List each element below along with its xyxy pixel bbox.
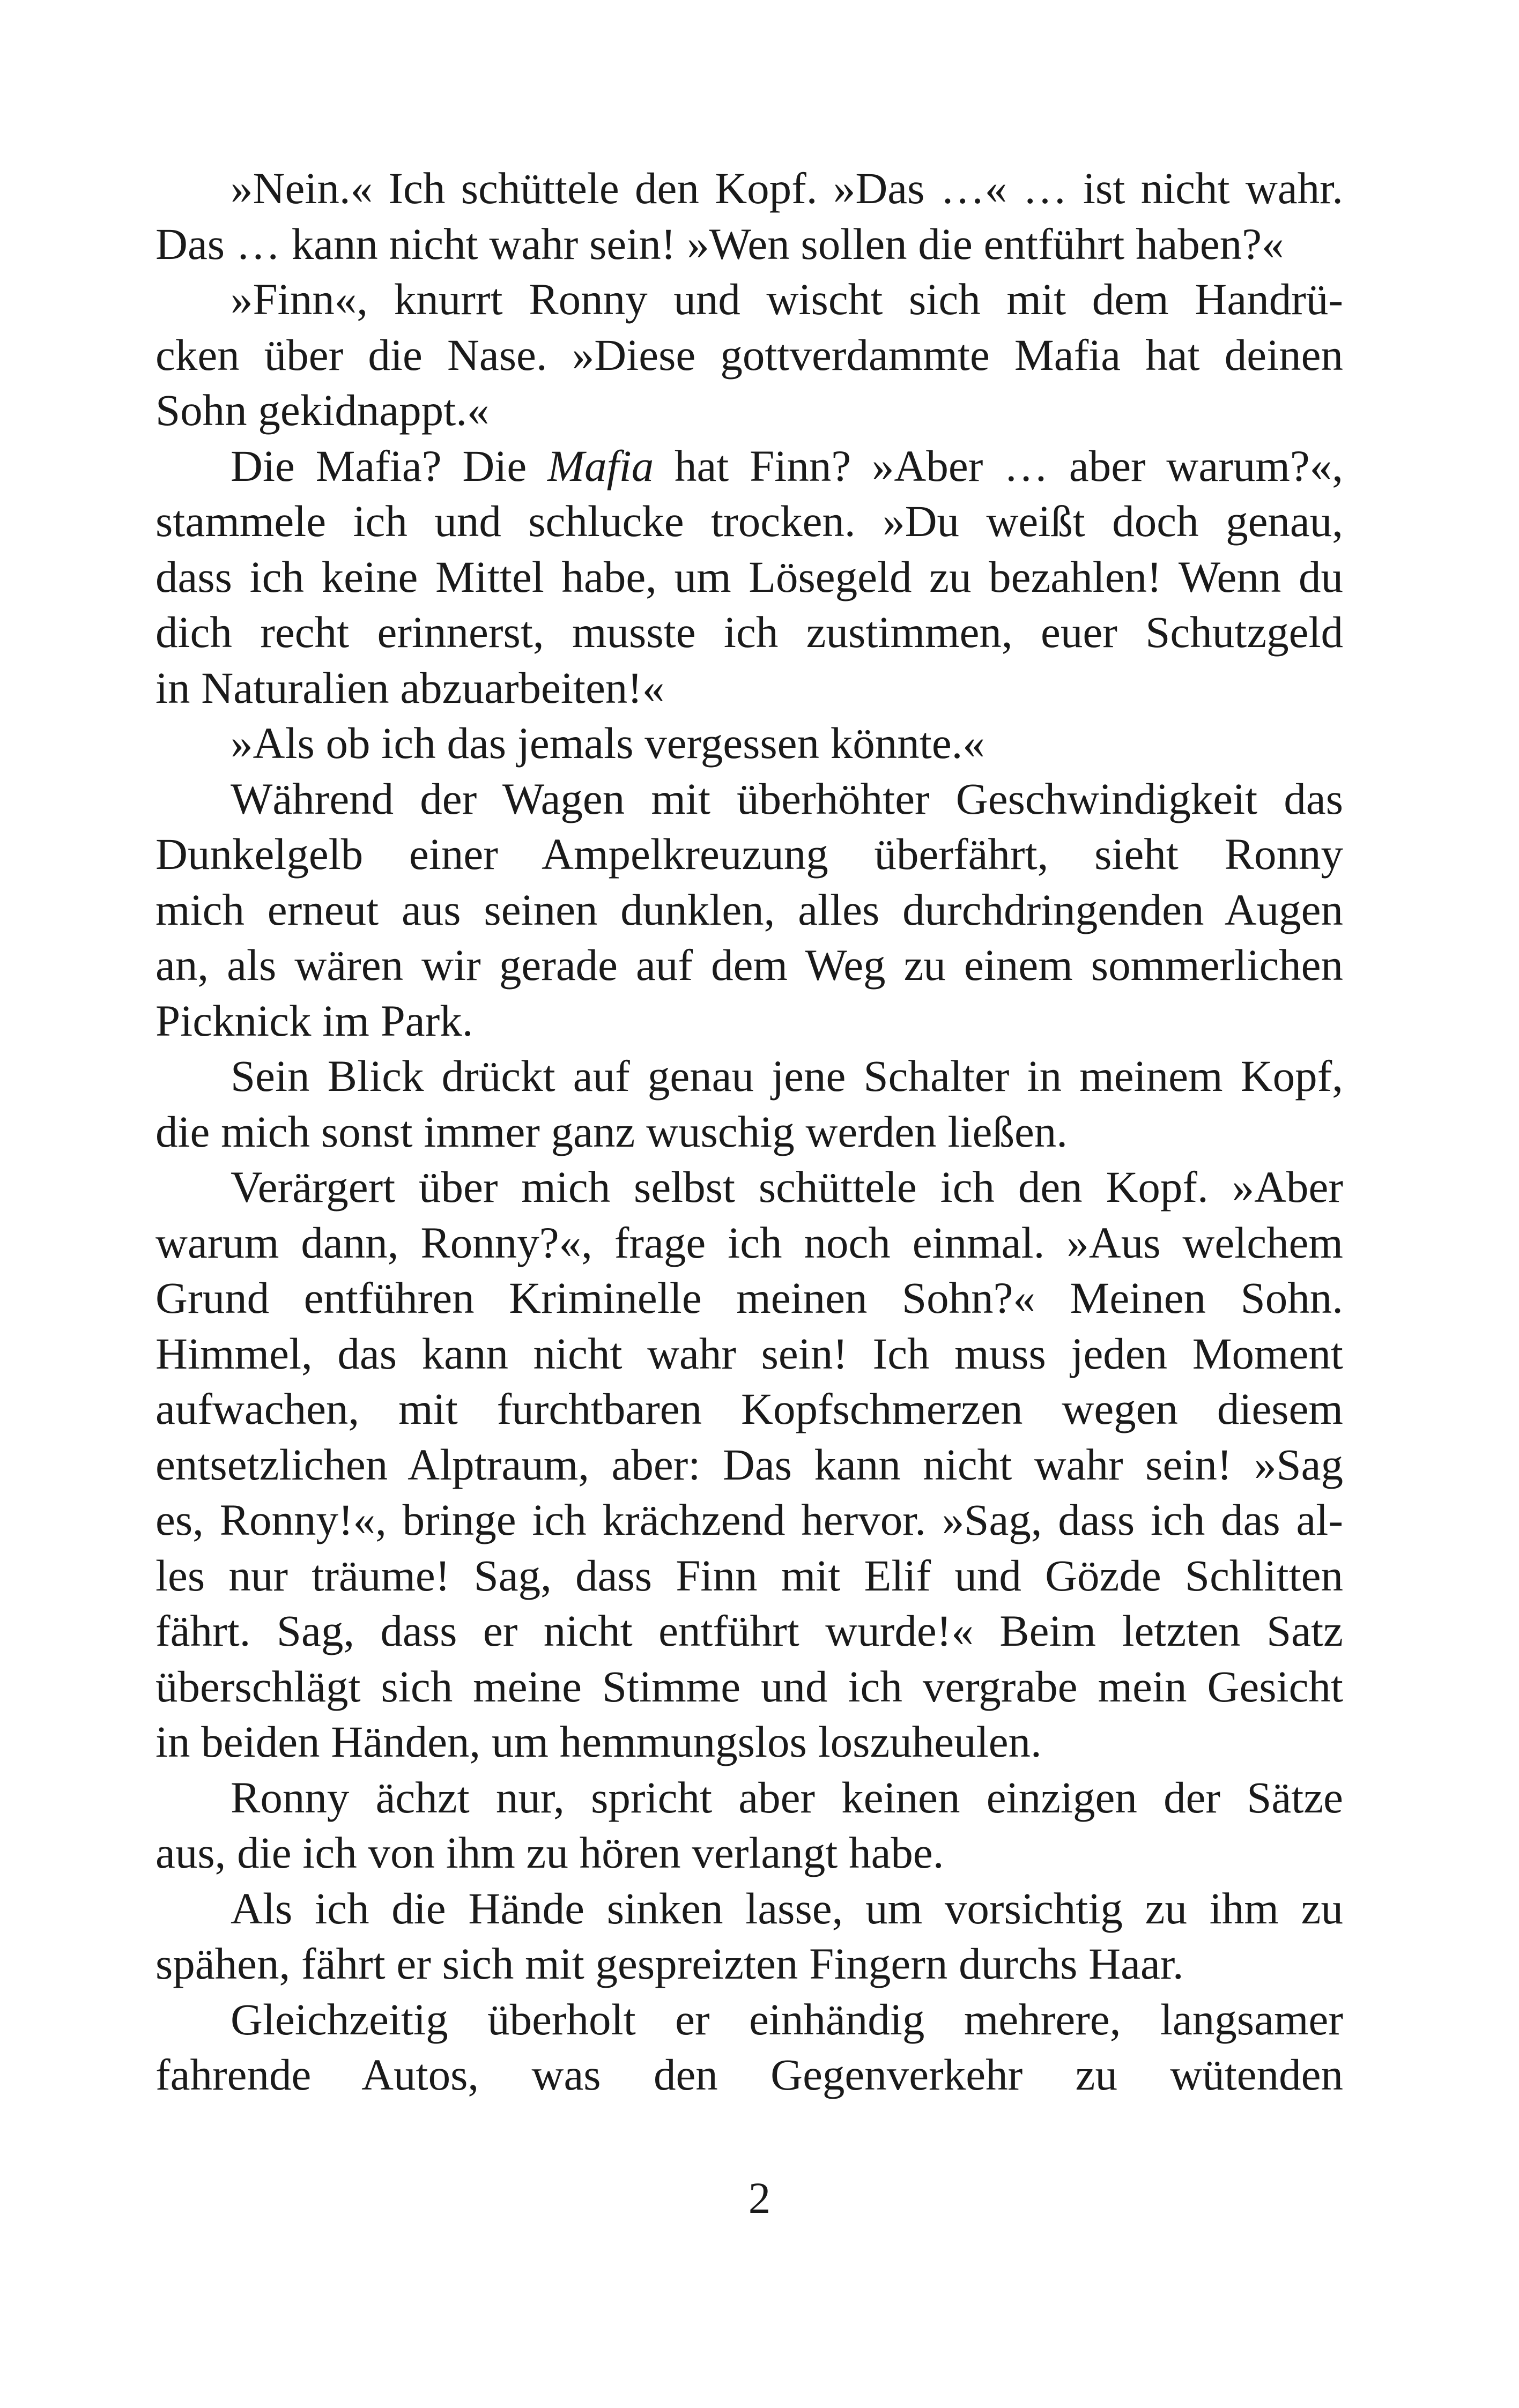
text-line: mich erneut aus seinen dunklen, alles durchdringenden Augen bbox=[155, 885, 1343, 934]
text-line: Verärgert über mich selbst schüttele ich den Kopf. »Aber bbox=[231, 1162, 1343, 1212]
text-line: »Finn«, knurrt Ronny und wischt sich mit dem Handrü- bbox=[231, 274, 1343, 324]
text-line: entsetzlichen Alptraum, aber: Das kann nicht wahr sein! »Sag bbox=[155, 1439, 1343, 1489]
text-line: dass ich keine Mittel habe, um Lösegeld zu bezahlen! Wenn du bbox=[155, 552, 1343, 601]
text-line: fahrende Autos, was den Gegenverkehr zu wütenden bbox=[155, 2050, 1343, 2099]
text-line: fährt. Sag, dass er nicht entführt wurde!« Beim letzten Satz bbox=[155, 1606, 1343, 1655]
text-line: »Als ob ich das jemals vergessen könnte.« bbox=[231, 718, 985, 768]
page-number: 2 bbox=[748, 2173, 771, 2223]
text-line: es, Ronny!«, bringe ich krächzend hervor. »Sag, dass ich das al- bbox=[155, 1495, 1343, 1544]
text-line: die mich sonst immer ganz wuschig werden ließen. bbox=[155, 1106, 1068, 1156]
text-line: aufwachen, mit furchtbaren Kopfschmerzen wegen diesem bbox=[155, 1384, 1343, 1433]
text-line: Ronny ächzt nur, spricht aber keinen einzigen der Sätze bbox=[231, 1772, 1343, 1822]
text-line: cken über die Nase. »Diese gottverdammte Mafia hat deinen bbox=[155, 330, 1343, 380]
text-line: Die Mafia? Die Mafia hat Finn? »Aber … aber warum?«, bbox=[231, 441, 1343, 490]
text-line: Gleichzeitig überholt er einhändig mehrere, langsamer bbox=[231, 1994, 1343, 2044]
text-line: Als ich die Hände sinken lasse, um vorsichtig zu ihm zu bbox=[231, 1883, 1343, 1933]
text-line: warum dann, Ronny?«, frage ich noch einmal. »Aus welchem bbox=[155, 1217, 1343, 1267]
text-line: stammele ich und schlucke trocken. »Du weißt doch genau, bbox=[155, 496, 1343, 546]
text-line: les nur träume! Sag, dass Finn mit Elif und Gözde Schlitten bbox=[155, 1550, 1343, 1600]
text-line: an, als wären wir gerade auf dem Weg zu einem sommerlichen bbox=[155, 940, 1343, 990]
text-line: Sein Blick drückt auf genau jene Schalter in meinem Kopf, bbox=[231, 1051, 1343, 1101]
text-line: dich recht erinnerst, musste ich zustimmen, euer Schutzgeld bbox=[155, 607, 1343, 657]
text-line: Während der Wagen mit überhöhter Geschwindigkeit das bbox=[231, 774, 1343, 823]
text-line: Picknick im Park. bbox=[155, 995, 473, 1045]
text-line: Grund entführen Kriminelle meinen Sohn?« Meinen Sohn. bbox=[155, 1273, 1343, 1322]
text-line: Himmel, das kann nicht wahr sein! Ich muss jeden Moment bbox=[155, 1328, 1343, 1378]
text-line: aus, die ich von ihm zu hören verlangt habe. bbox=[155, 1828, 944, 1877]
text-line: spähen, fährt er sich mit gespreizten Fingern durchs Haar. bbox=[155, 1939, 1184, 1988]
text-line: in beiden Händen, um hemmungslos loszuheulen. bbox=[155, 1717, 1042, 1766]
text-line: Dunkelgelb einer Ampelkreuzung überfährt, sieht Ronny bbox=[155, 829, 1343, 879]
text-line: Das … kann nicht wahr sein! »Wen sollen die entführt haben?« bbox=[155, 219, 1284, 269]
body-text bbox=[155, 161, 1343, 2103]
text-line: in Naturalien abzuarbeiten!« bbox=[155, 663, 665, 712]
text-line: überschlägt sich meine Stimme und ich vergrabe mein Gesicht bbox=[155, 1661, 1343, 1711]
emphasis: Mafia bbox=[547, 441, 654, 490]
text-line: »Nein.« Ich schüttele den Kopf. »Das …« … ist nicht wahr. bbox=[231, 163, 1343, 213]
text-line: Sohn gekidnappt.« bbox=[155, 385, 490, 435]
